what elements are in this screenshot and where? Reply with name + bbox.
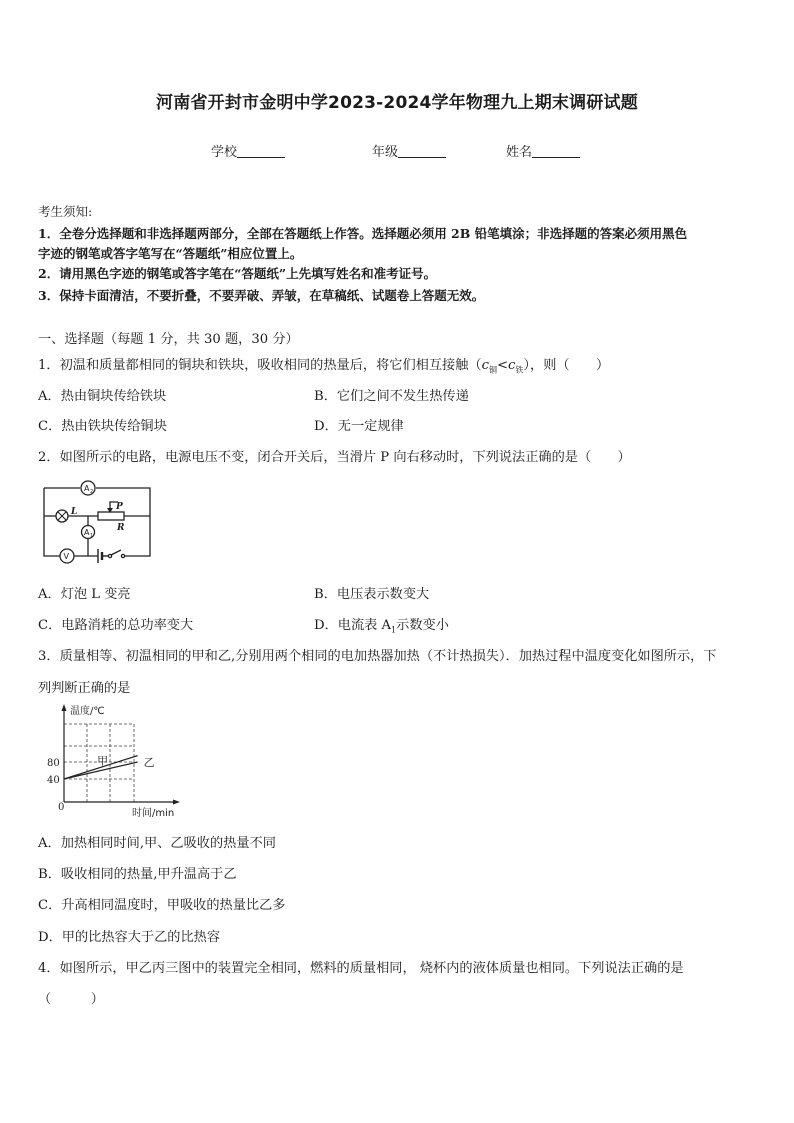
notice-line-2: 2．请用黑色字迹的钢笔或答字笔在“答题纸”上先填写姓名和准考证号。 (38, 266, 437, 281)
q1-option-c: C．热由铁块传给铜块 (38, 419, 167, 434)
q2-stem: 2．如图所示的电路，电源电压不变，闭合开关后，当滑片 P 向右移动时，下列说法正确的是（ ） (38, 450, 631, 465)
name-blank (532, 145, 580, 158)
q2-option-d: D．电流表 $A_1$示数变小 (314, 618, 449, 635)
page-title: 河南省开封市金明中学2023-2024学年物理九上期末调研试题 (156, 93, 638, 113)
voltmeter-v (60, 549, 74, 563)
name-field (506, 141, 580, 160)
battery (98, 549, 108, 563)
temperature-time-graph (44, 700, 194, 820)
svg-text:2: 2 (90, 489, 94, 495)
school-field (211, 141, 285, 160)
q1-option-a: A．热由铜块传给铁块 (38, 389, 167, 404)
school-blank (237, 145, 285, 158)
notice-line-1a: 1．全卷分选择题和非选择题两部分，全部在答题纸上作答。选择题必须用 2B 铅笔填涂；非选择题的答案必须用黑色 (38, 226, 688, 241)
ammeter-a1 (82, 526, 95, 540)
q1-stem: 1．初温和质量都相同的铜块和铁块，吸收相同的热量后，将它们相互接触$(c_铜<c_铁)$，则（ ） (38, 358, 610, 375)
y-axis-arrow (62, 704, 67, 711)
section-heading: 一、选择题（每题 1 分，共 30 题，30 分） (38, 332, 299, 347)
grade-label: 年级 (372, 145, 399, 160)
school-label: 学校 (211, 145, 238, 160)
q3-stem-line1: 3．质量相等、初温相同的甲和乙,分别用两个相同的电加热器加热（不计热损失）．加热过程中温度变化如图所示，下 (38, 649, 717, 664)
y-axis-label: 温度/℃ (70, 706, 105, 717)
name-label: 姓名 (506, 145, 533, 160)
tick-label: 40 (47, 775, 60, 786)
q2-option-b: B．电压表示数变大 (314, 587, 430, 602)
q4-answer-paren: （ ） (38, 992, 104, 1007)
tick-label: 80 (47, 758, 60, 769)
q1-option-b: B．它们之间不发生热传递 (314, 389, 469, 404)
q3-option-d: D．甲的比热容大于乙的比热容 (38, 930, 221, 945)
q1-option-d: D．无一定规律 (314, 419, 404, 434)
notice-line-1b: 字迹的钢笔或答字笔写在“答题纸”相应位置上。 (38, 246, 303, 261)
series-label: 甲 (97, 754, 109, 768)
grade-blank (398, 145, 446, 158)
label-r: R (117, 523, 125, 533)
svg-text:V: V (63, 552, 69, 561)
svg-text:A: A (84, 484, 90, 493)
series-label: 乙 (143, 756, 155, 769)
x-axis-label: 时间/min (132, 808, 175, 819)
q2-option-a: A．灯泡 L 变亮 (38, 587, 131, 602)
q2-option-c: C．电路消耗的总功率变大 (38, 618, 194, 633)
resistor-r (98, 512, 124, 520)
notice-line-3: 3．保持卡面清洁，不要折叠，不要弄破、弄皱，在草稿纸、试题卷上答题无效。 (38, 288, 485, 303)
svg-text:A: A (84, 528, 90, 537)
q3-stem-line2: 列判断正确的是 (38, 681, 131, 696)
svg-text:1: 1 (90, 533, 94, 539)
wire (96, 488, 150, 556)
c-symbol: c (481, 358, 489, 373)
ammeter-a2 (81, 481, 95, 495)
switch (108, 550, 124, 558)
grade-field (372, 141, 446, 160)
label-p: P (116, 502, 123, 512)
axes (64, 708, 176, 802)
q3-option-b: B．吸收相同的热量,甲升温高于乙 (38, 867, 237, 882)
origin-label: 0 (58, 802, 65, 813)
circuit-diagram (38, 480, 158, 564)
q3-option-c: C．升高相同温度时，甲吸收的热量比乙多 (38, 898, 286, 913)
notice-heading: 考生须知: (38, 204, 93, 219)
x-axis-arrow (173, 800, 180, 805)
q4-stem: 4．如图所示，甲乙丙三图中的装置完全相同，燃料的质量相同， 烧杯内的液体质量也相同。下列说法正确的是 (38, 961, 684, 976)
lamp-l (56, 510, 68, 522)
q3-option-a: A．加热相同时间,甲、乙吸收的热量不同 (38, 836, 276, 851)
label-l: L (71, 507, 78, 517)
wire (44, 488, 60, 556)
c-symbol: c (508, 358, 516, 373)
